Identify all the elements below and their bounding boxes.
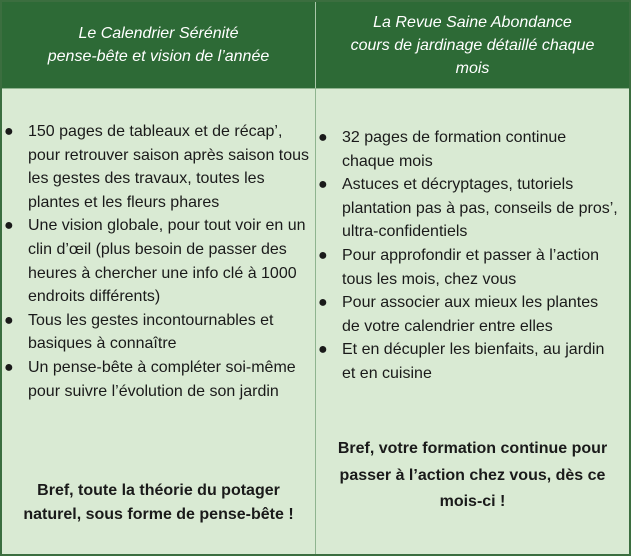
- header-subtitle: pense-bête et vision de l’année: [47, 48, 270, 65]
- list-item: [318, 244, 618, 291]
- header-title: La Revue Saine Abondance: [373, 13, 572, 31]
- list-item-text: 150 pages de tableaux et de récap’, pour retrouver saison après saison tous les gestes des travaux, toutes les plantes et les fleurs phares: [28, 123, 310, 211]
- list-item-text: 32 pages de formation continue chaque mois: [342, 129, 567, 170]
- bullet-icon: ●: [4, 311, 14, 329]
- list-item: [4, 214, 314, 308]
- bullet-icon: ●: [4, 217, 14, 235]
- list-item: [4, 309, 314, 356]
- list-item-text: Et en décupler les bienfaits, au jardin et en cuisine: [342, 341, 605, 382]
- summary-text: Bref, votre formation continue pour passer à l’action chez vous, dès ce mois-ci !: [337, 440, 608, 510]
- list-item: [4, 356, 314, 403]
- body-revue: [316, 88, 629, 554]
- list-item-text: Pour approfondir et passer à l’action tous les mois, chez vous: [342, 246, 600, 288]
- header-revue: [316, 2, 629, 88]
- summary-text: Bref, toute la théorie du potager naturel, sous forme de pense-bête !: [23, 482, 294, 523]
- header-title: Le Calendrier Sérénité: [78, 25, 239, 42]
- body-calendrier: [2, 88, 316, 554]
- list-item: [4, 120, 314, 214]
- bullet-icon: ●: [318, 129, 328, 146]
- list-item: [318, 291, 618, 338]
- list-item: [318, 173, 618, 244]
- list-item: [318, 338, 618, 385]
- bullet-icon: ●: [4, 123, 14, 140]
- list-item: [318, 126, 618, 173]
- list-item-text: Tous les gestes incontournables et basiques à connaître: [28, 311, 274, 353]
- bullet-icon: ●: [318, 294, 328, 312]
- bullet-icon: ●: [4, 358, 14, 376]
- header-subtitle-end: mois: [455, 59, 490, 77]
- list-item-text: Un pense-bête à compléter soi-même pour suivre l’évolution de son jardin: [28, 358, 296, 400]
- bullet-icon: ●: [318, 176, 328, 194]
- list-item-text: Astuces et décryptages, tutoriels plantation pas à pas, conseils de pros’, ultra-confidentiels: [342, 176, 618, 241]
- header-calendrier: [2, 2, 316, 88]
- list-item-text: Pour associer aux mieux les plantes de votre calendrier entre elles: [342, 294, 599, 335]
- header-subtitle: cours de jardinage détaillé chaque: [350, 36, 595, 54]
- bullet-icon: ●: [318, 246, 328, 264]
- list-item-text: Une vision globale, pour tout voir en un clin d’œil (plus besoin de passer des heures à chercher une info clé à 1000 endroits différents): [28, 217, 306, 306]
- feature-list: [316, 126, 618, 386]
- bullet-icon: ●: [318, 341, 328, 359]
- feature-list: [2, 120, 314, 403]
